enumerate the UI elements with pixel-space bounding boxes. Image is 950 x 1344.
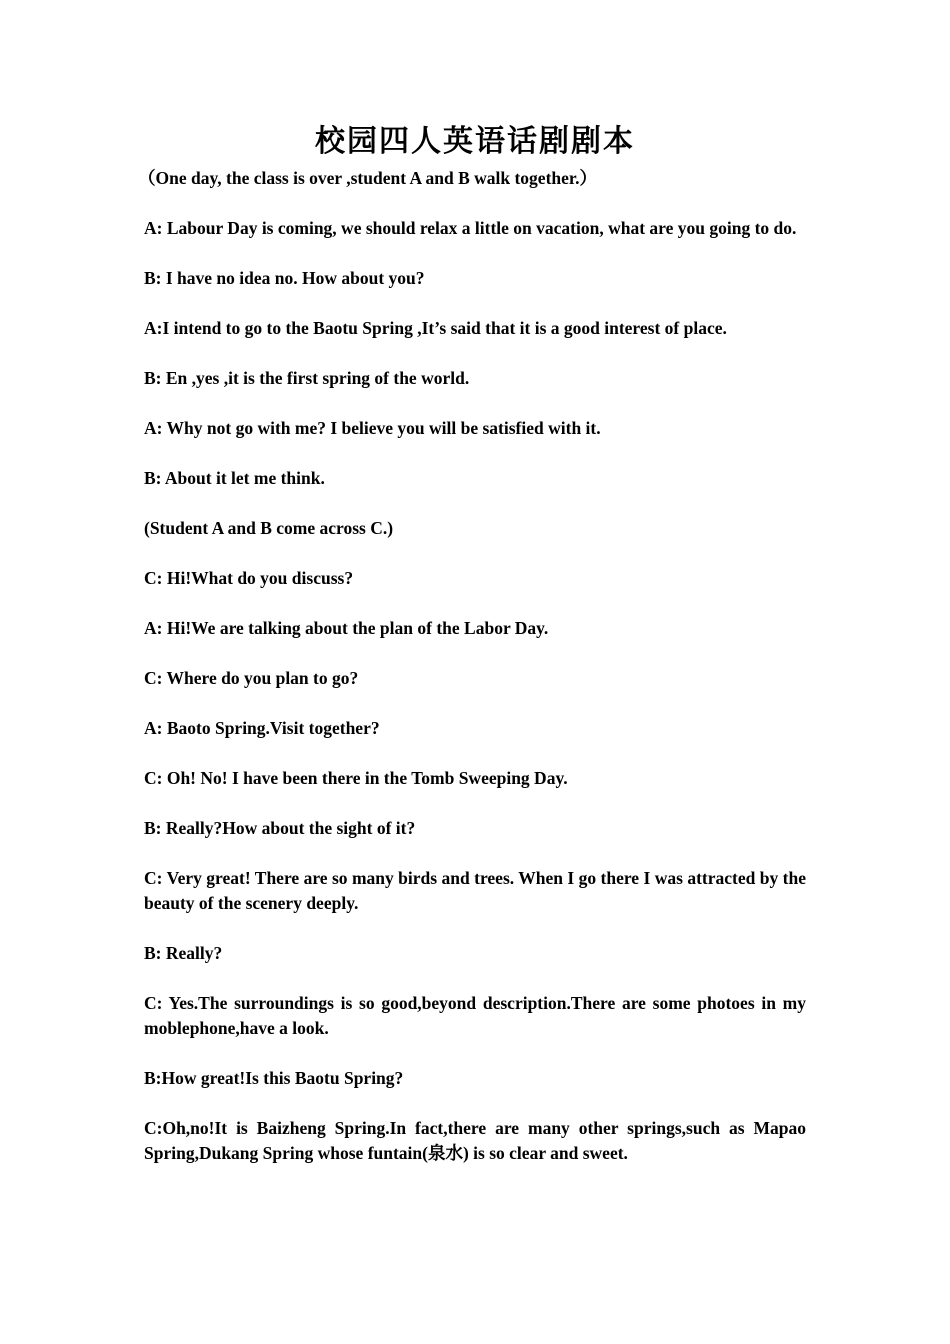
dialogue-line-5: A: Why not go with me? I believe you will be satisfied with it. (144, 418, 601, 438)
dialogue-line-13: B: Really?How about the sight of it? (144, 818, 416, 838)
dialogue-line-1: A: Labour Day is coming, we should relax a little on vacation, what are you going to do. (144, 218, 797, 238)
dialogue-line-17: B:How great!Is this Baotu Spring? (144, 1068, 404, 1088)
dialogue-line-16: C: Yes.The surroundings is so good,beyond description.There are some photoes in my moblephone,have a look. (144, 993, 806, 1038)
dialogue-line-9: A: Hi!We are talking about the plan of the Labor Day. (144, 618, 549, 638)
dialogue-line-18: C:Oh,no!It is Baizheng Spring.In fact,there are many other springs,such as Mapao Spring,Dukang Spring whose funtain(泉水) is so clear and sweet. (144, 1118, 806, 1163)
document-title: 校园四人英语话剧剧本 (315, 124, 635, 159)
dialogue-line-10: C: Where do you plan to go? (144, 668, 359, 688)
document-page (138, 118, 806, 1166)
stage-direction-intro: （One day, the class is over ,student A and B walk together.） (138, 168, 597, 188)
dialogue-line-4: B: En ,yes ,it is the first spring of the world. (144, 368, 470, 388)
dialogue-line-6: B: About it let me think. (144, 468, 325, 488)
dialogue-line-2: B: I have no idea no. How about you? (144, 268, 425, 288)
dialogue-line-15: B: Really? (144, 943, 223, 963)
dialogue-line-3: A:I intend to go to the Baotu Spring ,It’s said that it is a good interest of place. (144, 318, 727, 338)
dialogue-line-14: C: Very great! There are so many birds and trees. When I go there I was attracted by the beauty of the scenery deeply. (144, 868, 806, 913)
stage-direction: (Student A and B come across C.) (144, 518, 394, 538)
dialogue-line-8: C: Hi!What do you discuss? (144, 568, 354, 588)
dialogue-line-12: C: Oh! No! I have been there in the Tomb Sweeping Day. (144, 768, 568, 788)
dialogue-line-11: A: Baoto Spring.Visit together? (144, 718, 380, 738)
